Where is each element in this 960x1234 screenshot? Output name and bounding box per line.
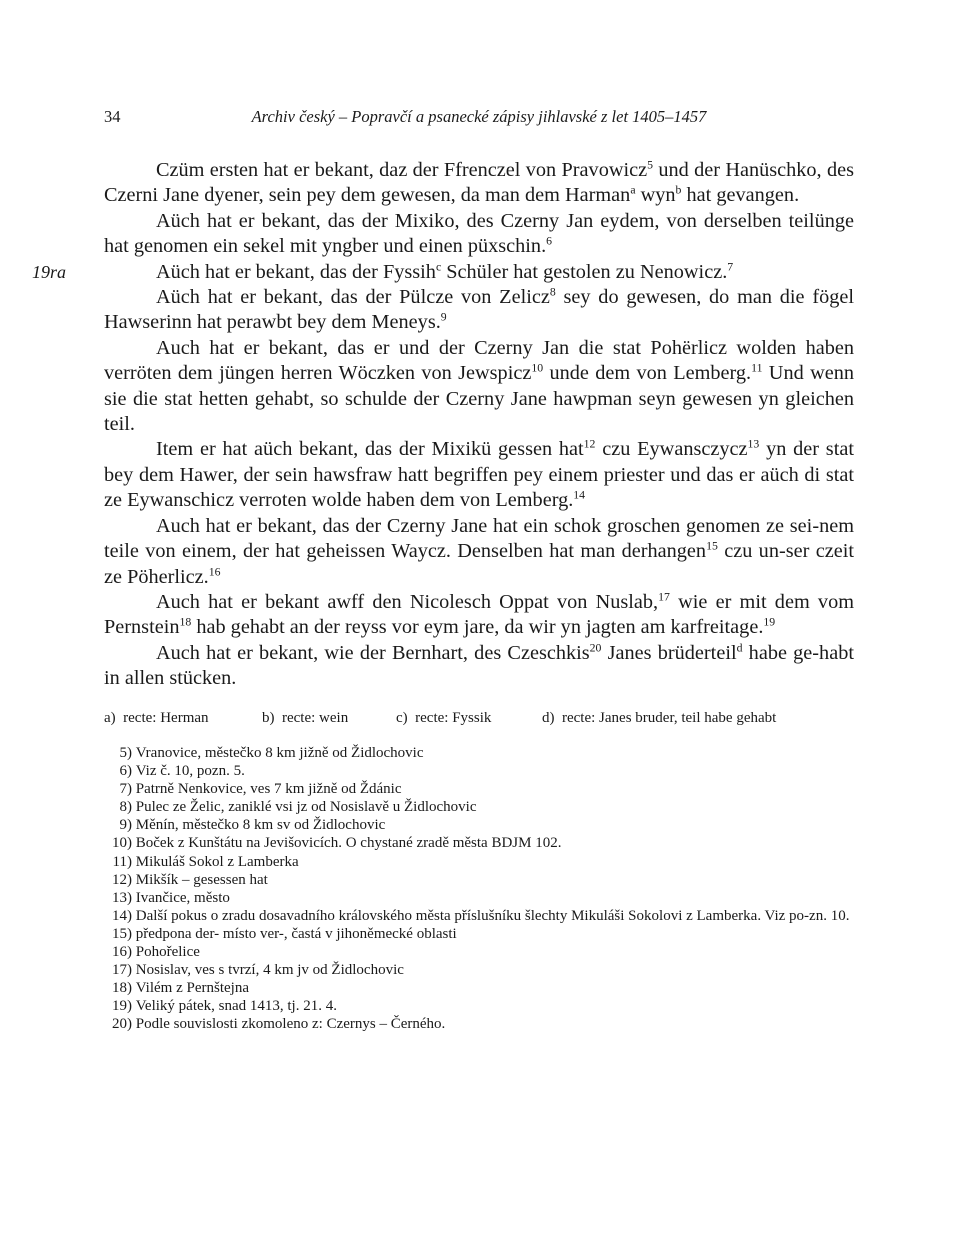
footnote: 17) Nosislav, ves s tvrzí, 4 km jv od Židlochovic bbox=[112, 962, 404, 979]
footnote-ref: 7 bbox=[727, 260, 734, 274]
critical-note-ref: a bbox=[630, 184, 636, 198]
paragraph-9: Auch hat er bekant, wie der Bernhart, des Czeschkis$^{20}$ Janes brüderteil$^d$ habe ge-habt in allen stücken. bbox=[104, 641, 854, 690]
critical-note: d) recte: Janes bruder, teil habe gehabt bbox=[542, 710, 777, 726]
critical-note: b) recte: wein bbox=[262, 710, 349, 726]
footnote: 10) Boček z Kunštátu na Jevišovicích. O chystané zradě města BDJM 102. bbox=[112, 835, 562, 852]
footnote-ref: 8 bbox=[549, 285, 556, 299]
footnote-ref: 17 bbox=[658, 590, 670, 604]
paragraph-8: Auch hat er bekant awff den Nicolesch Oppat von Nuslab,$^{17}$ wie er mit dem vom Pernstein$^{18}$ hab gehabt an der reyss vor eym jare, da wir yn jagten am karfreitage.$^{19}$ bbox=[104, 590, 854, 639]
critical-note-ref: c bbox=[435, 260, 442, 274]
footnote: 6) Viz č. 10, pozn. 5. bbox=[119, 763, 245, 780]
footnote: 8) Pulec ze Želic, zaniklé vsi jz od Nosislavě u Židlochovic bbox=[119, 799, 477, 816]
running-title: Archiv český – Popravčí a psanecké zápisy jihlavské z let 1405–1457 bbox=[251, 107, 707, 126]
footnote: 15) předpona der- místo ver-, častá v jihoněmecké oblasti bbox=[112, 925, 457, 942]
critical-note-ref: b bbox=[675, 184, 682, 198]
footnote-ref: 15 bbox=[706, 539, 718, 553]
footnote: 18) Vilém z Pernštejna bbox=[112, 980, 249, 997]
footnote-ref: 12 bbox=[583, 438, 596, 452]
footnote: 14) Další pokus o zradu dosavadního královského města příslušníku šlechty Mikuláši Sokolovi z Lamberka. Viz po-zn. 10. bbox=[112, 907, 850, 924]
footnote-ref: 16 bbox=[208, 565, 221, 579]
main-text bbox=[104, 158, 854, 692]
footnote-ref: 18 bbox=[179, 616, 192, 630]
footnote-ref: 10 bbox=[531, 361, 544, 375]
footnote: 9) Měnín, městečko 8 km sv od Židlochovic bbox=[119, 817, 386, 834]
footnotes bbox=[104, 744, 864, 1034]
paragraph-2: Aüch hat er bekant, das der Mixiko, des Czerny Jan eydem, von derselben teilünge hat genomen ein sekel mit yngber und einen püxschin.$^6$ bbox=[104, 209, 854, 258]
paragraph-3: Aüch hat er bekant, das der Fyssih$^c$ Schüler hat gestolen zu Nenowicz.$^7$ bbox=[156, 260, 734, 283]
paragraph-7: Auch hat er bekant, das der Czerny Jane hat ein schok groschen genomen ze sei-nem teile von einem, der hat geheissen Waycz. Denselben hat man derhangen$^{15}$ czu un-ser czeit ze Pöherlicz.$^{16}$ bbox=[104, 514, 854, 588]
paragraph-1: Czüm ersten hat er bekant, daz der Ffrenczel von Pravowicz$^5$ und der Hanüschko, des Czerni Jane dyener, sein pey dem gewesen, da man dem Harman$^a$ wyn$^b$ hat gevangen. bbox=[104, 158, 854, 207]
page-number: 34 bbox=[104, 107, 121, 126]
footnote: 7) Patrně Nenkovice, ves 7 km jižně od Ždánic bbox=[119, 781, 402, 798]
footnote: 20) Podle souvislosti zkomoleno z: Czernys – Černého. bbox=[112, 1016, 446, 1033]
critical-note: c) recte: Fyssik bbox=[396, 710, 492, 726]
paragraph-5: Auch hat er bekant, das er und der Czerny Jan die stat Pohërlicz wolden haben verröten dem jüngen herren Wöczken von Jewspicz$^{10}$ unde dem von Lemberg.$^{11}$ Und wenn sie die stat hetten gehabt, so schulde der Czerny Jane hawpman seyn gewesen yn gleichen teil. bbox=[104, 336, 854, 436]
footnote-ref: 11 bbox=[751, 361, 763, 375]
footnote-ref: 13 bbox=[747, 438, 760, 452]
footnote: 16) Pohořelice bbox=[112, 944, 200, 961]
footnote: 19) Veliký pátek, snad 1413, tj. 21. 4. bbox=[112, 998, 337, 1015]
footnote-ref: 19 bbox=[763, 616, 776, 630]
critical-apparatus bbox=[104, 708, 864, 728]
paragraph-4: Aüch hat er bekant, das der Pülcze von Zelicz$^8$ sey do gewesen, do man die fögel Hawserinn hat perawbt bey dem Meneys.$^9$ bbox=[104, 285, 854, 334]
folio-marginal-note: 19ra bbox=[32, 262, 67, 282]
footnote: 11) Mikuláš Sokol z Lamberka bbox=[112, 853, 299, 870]
footnote: 12) Mikšík – gesessen hat bbox=[112, 871, 268, 888]
critical-note: a) recte: Herman bbox=[104, 710, 209, 726]
footnote-ref: 9 bbox=[440, 311, 447, 325]
paragraph-6: Item er hat aüch bekant, das der Mixikü gessen hat$^{12}$ czu Eywansczycz$^{13}$ yn der stat bey dem Hawer, der sein hawsfraw hatt begriffen pey einem priester und das er aüch di stat ze Eywanschicz verroten wolde haben dem von Lemberg.$^{14}$ bbox=[104, 438, 854, 512]
footnote: 13) Ivančice, město bbox=[112, 889, 230, 906]
footnote-ref: 6 bbox=[546, 234, 553, 248]
footnote-ref: 14 bbox=[573, 488, 586, 502]
footnote: 5) Vranovice, městečko 8 km jižně od Židlochovic bbox=[119, 745, 424, 761]
page-header bbox=[104, 104, 854, 130]
footnote-ref: 20 bbox=[589, 641, 602, 655]
critical-note-ref: d bbox=[736, 641, 743, 655]
footnote-ref: 5 bbox=[647, 158, 654, 172]
